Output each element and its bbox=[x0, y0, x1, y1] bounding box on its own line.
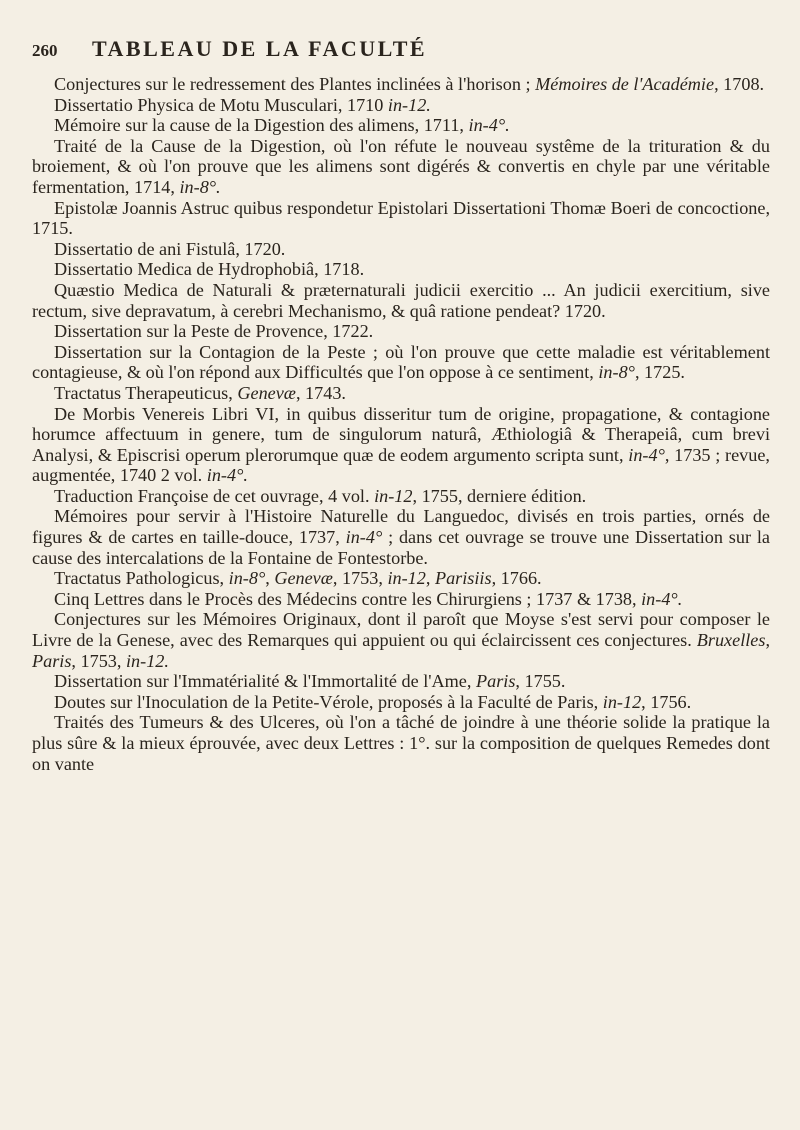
entry-text: Conjectures sur les Mémoires Originaux, dont il paroît que Moyse s'est servi pour composer le Livre de la Genese, avec des Remarques qui appuient ou qui éclaircissent ces conjectures. bbox=[32, 609, 770, 651]
running-head-title: TABLEAU DE LA FACULTÉ bbox=[92, 36, 428, 61]
entry-text: Epistolæ Joannis Astruc quibus respondetur Epistolari Dissertationi Thomæ Boeri de concoctione, 1715. bbox=[32, 197, 770, 239]
entry-text-italic: in-12 bbox=[374, 485, 413, 506]
entry-text-italic: in-12. bbox=[387, 94, 431, 115]
entry-text-italic: Mémoires de l'Académie bbox=[535, 74, 715, 94]
entry-text: Dissertatio Physica de Motu Musculari, 1710 bbox=[54, 94, 388, 115]
entry-text: Dissertation sur l'Immatérialité & l'Immortalité de l'Ame, bbox=[54, 671, 476, 692]
entry-text-italic: in-4°. bbox=[468, 115, 510, 136]
bibliography-entry bbox=[32, 712, 770, 774]
entry-text: , bbox=[765, 630, 770, 651]
entry-text: , 1743. bbox=[295, 382, 346, 403]
entry-text: Dissertatio Medica de Hydrophobiâ, 1718. bbox=[54, 259, 365, 280]
entry-text: Doutes sur l'Inoculation de la Petite-Vérole, proposés à la Faculté de Paris, bbox=[54, 691, 603, 712]
bibliography-entry bbox=[32, 609, 770, 671]
entry-text: , bbox=[425, 568, 435, 589]
bibliography-entry bbox=[32, 95, 770, 116]
bibliography-entry bbox=[32, 136, 770, 198]
entry-text: ; dans cet ouvrage se trouve une Dissertation sur la cause des intercalations de la Fontaine de Fontestorbe. bbox=[32, 527, 770, 568]
entry-text: , 1735 ; revue, augmentée, 1740 2 vol. bbox=[32, 444, 770, 486]
entry-text-italic: in-8° bbox=[228, 568, 266, 589]
entry-text-italic: in-4° bbox=[628, 444, 665, 465]
entry-text-italic: Parisiis bbox=[434, 568, 492, 589]
entry-text-italic: Genevæ bbox=[274, 568, 333, 589]
entry-text-italic: in-4°. bbox=[206, 465, 248, 486]
entry-text: Cinq Lettres dans le Procès des Médecins contre les Chirurgiens ; 1737 & 1738, bbox=[54, 588, 642, 609]
entry-text: Dissertation sur la Peste de Provence, 1722. bbox=[54, 321, 374, 342]
bibliography-entry bbox=[32, 280, 770, 321]
entry-text-italic: Paris bbox=[32, 650, 72, 671]
bibliography-entry bbox=[32, 342, 770, 383]
entry-text-italic: in-4°. bbox=[641, 588, 683, 609]
entry-text: Traités des Tumeurs & des Ulceres, où l'on a tâché de joindre à une théorie solide la pratique la plus sûre & la mieux éprouvée, avec deux Lettres : 1°. sur la composition de quelques Remedes dont on vante bbox=[32, 712, 770, 774]
bibliography-entry bbox=[32, 692, 770, 713]
entry-text: , 1755, derniere édition. bbox=[412, 485, 587, 506]
entry-text: , bbox=[265, 568, 275, 589]
bibliography-entry bbox=[32, 74, 770, 95]
entry-text: Mémoires pour servir à l'Histoire Naturelle du Languedoc, divisés en trois parties, ornés de figures & de cartes en taille-douce, 1737, bbox=[32, 506, 770, 548]
bibliography-entry bbox=[32, 568, 770, 589]
entry-text-italic: in-12 bbox=[387, 568, 426, 589]
bibliography-entry bbox=[32, 404, 770, 486]
bibliography-entry bbox=[32, 259, 770, 280]
entry-text: Dissertatio de ani Fistulâ, 1720. bbox=[54, 238, 286, 259]
entry-text-italic: Paris bbox=[475, 671, 516, 692]
entry-text: Tractatus Pathologicus, bbox=[54, 568, 229, 589]
entry-text-italic: in-8° bbox=[598, 362, 635, 383]
entry-text: Dissertation sur la Contagion de la Peste ; où l'on prouve que cette maladie est véritablement contagieuse, & où l'on répond aux Difficultés que l'on oppose à ce sentiment, bbox=[32, 341, 770, 383]
bibliography-entry bbox=[32, 383, 770, 404]
entry-text-italic: in-8°. bbox=[179, 176, 221, 197]
entry-text: , 1766. bbox=[491, 568, 542, 589]
bibliography-entry bbox=[32, 506, 770, 568]
page-number: 260 bbox=[32, 41, 58, 60]
entry-text: Mémoire sur la cause de la Digestion des alimens, 1711, bbox=[54, 115, 469, 136]
entry-text: , 1725. bbox=[634, 362, 685, 383]
running-head bbox=[32, 36, 770, 66]
entry-text: Traduction Françoise de cet ouvrage, 4 vol. bbox=[54, 485, 375, 506]
entry-text-italic: Bruxelles bbox=[696, 630, 766, 651]
bibliography-entry bbox=[32, 589, 770, 610]
entry-text: De Morbis Venereis Libri VI, in quibus disseritur tum de origine, propagatione, & contagione horumce affectuum in genere, tum de singulorum naturâ, Æthiologiâ & Therapeiâ, cum brevi Analysi, & Episcrisi operum plerorumque quæ de eodem argumento scripta sunt, bbox=[32, 403, 770, 465]
bibliography-entry bbox=[32, 486, 770, 507]
entry-text-italic: in-12 bbox=[602, 691, 642, 712]
entry-text-italic: Genevæ bbox=[237, 382, 296, 403]
entry-text: , 1753, bbox=[71, 650, 126, 671]
bibliography-entry bbox=[32, 115, 770, 136]
bibliography-entry bbox=[32, 671, 770, 692]
entry-text: Quæstio Medica de Naturali & præternaturali judicii exercitio ... An judicii exercitium, sive rectum, sive depravatum, à cerebri Mechanismo, & quâ ratione pendeat? 1720. bbox=[32, 279, 770, 321]
entry-text-italic: in-4° bbox=[345, 527, 383, 548]
bibliography-entry bbox=[32, 239, 770, 260]
entry-text: , 1753, bbox=[332, 568, 388, 589]
entry-text: , 1708. bbox=[714, 74, 765, 94]
entry-text: Traité de la Cause de la Digestion, où l'on réfute le nouveau systême de la trituration & du broiement, & où l'on prouve que les alimens sont digérés & convertis en chyle par une véritable fermentation, 1714, bbox=[32, 135, 770, 197]
entry-text: Tractatus Therapeuticus, bbox=[54, 382, 238, 403]
bibliography-entry bbox=[32, 321, 770, 342]
bibliography-entry bbox=[32, 198, 770, 239]
entry-text-italic: in-12. bbox=[125, 650, 169, 671]
entry-text: , 1755. bbox=[515, 671, 566, 692]
bibliography-list bbox=[32, 74, 770, 774]
entry-text: , 1756. bbox=[641, 691, 692, 712]
entry-text: Conjectures sur le redressement des Plantes inclinées à l'horison ; bbox=[54, 74, 536, 94]
